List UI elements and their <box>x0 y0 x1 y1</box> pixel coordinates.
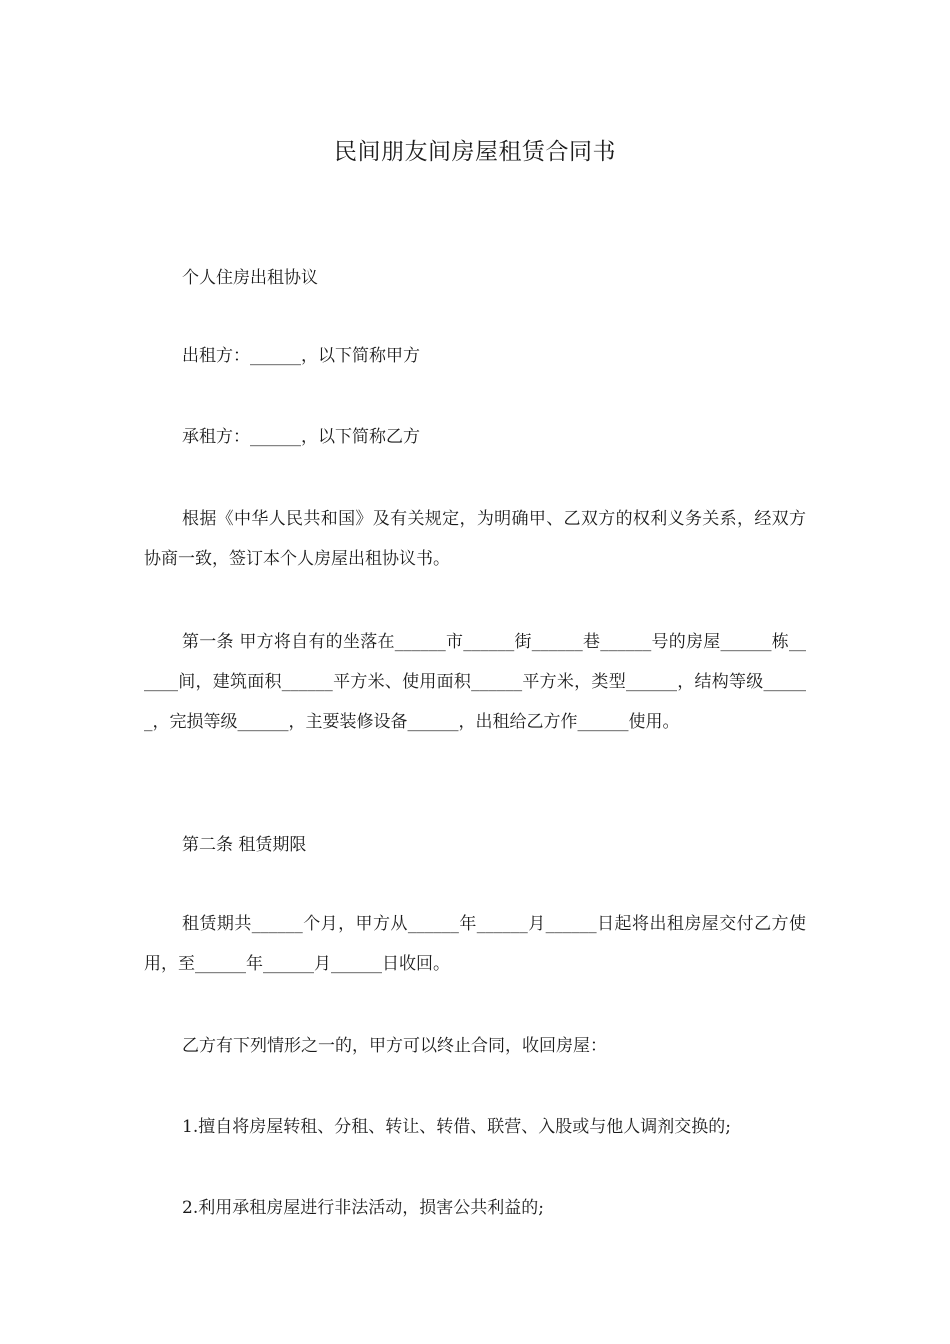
paragraph-article-2-heading: 第二条 租赁期限 <box>182 835 307 855</box>
paragraph-article-1: 第一条 甲方将自有的坐落在______市______街______巷______号的房屋______栋______间，建筑面积______平方米、使用面积______平方米，类型______，结构等级______，完损等级______，主要装修设备______，出租给乙方作______使用。 <box>144 632 806 732</box>
paragraph-lessee: 承租方：______，以下简称乙方 <box>182 427 420 447</box>
document-title: 民间朋友间房屋租赁合同书 <box>334 139 616 165</box>
paragraph-termination-conditions: 乙方有下列情形之一的，甲方可以终止合同，收回房屋： <box>182 1036 607 1056</box>
list-item-condition-2: 2.利用承租房屋进行非法活动，损害公共利益的; <box>182 1198 544 1218</box>
list-item-condition-1: 1.擅自将房屋转租、分租、转让、转借、联营、入股或与他人调剂交换的; <box>182 1117 731 1137</box>
paragraph-lessor: 出租方：______，以下简称甲方 <box>182 346 420 366</box>
paragraph-lease-term: 租赁期共______个月，甲方从______年______月______日起将出租房屋交付乙方使用，至______年______月______日收回。 <box>144 914 806 974</box>
paragraph-preamble: 根据《中华人民共和国》及有关规定，为明确甲、乙双方的权利义务关系，经双方协商一致，签订本个人房屋出租协议书。 <box>144 509 806 569</box>
paragraph-agreement-heading: 个人住房出租协议 <box>182 268 318 288</box>
